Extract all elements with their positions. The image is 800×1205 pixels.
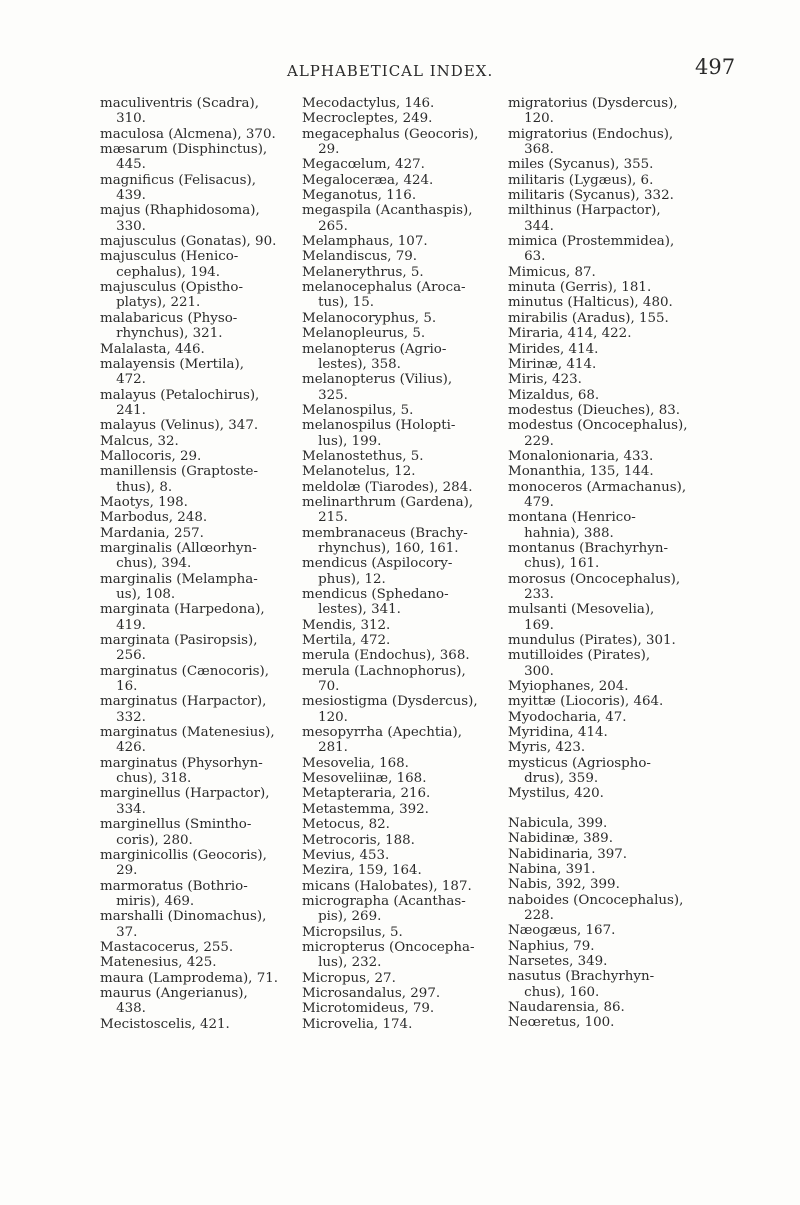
index-entry: Mecistoscelis, 421. — [100, 1016, 230, 1032]
index-entry: maculosa (Alcmena), 370. — [100, 126, 276, 142]
index-entry: Neœretus, 100. — [508, 1015, 615, 1031]
index-entry: melanospilus (Holopti- lus), 199. — [302, 418, 456, 449]
index-entry: Mizaldus, 68. — [508, 387, 600, 403]
index-entry: Metapteraria, 216. — [302, 786, 431, 802]
index-entry: Melanerythrus, 5. — [302, 264, 424, 280]
index-entry: Mimicus, 87. — [508, 264, 596, 280]
index-entry: Mardania, 257. — [100, 525, 204, 541]
index-entry: magnificus (Felisacus), 439. — [100, 172, 256, 204]
index-entry: Melanospilus, 5. — [302, 402, 414, 418]
index-entry: marginatus (Cænocoris), 16. — [100, 663, 270, 695]
index-entry: marginata (Pasiropsis), 256. — [100, 633, 258, 664]
index-entry: malayensis (Mertila), 472. — [100, 356, 245, 388]
index-entry: Metocus, 82. — [302, 817, 390, 833]
index-entry: Nabidinæ, 389. — [508, 831, 613, 847]
index-entry: miles (Sycanus), 355. — [508, 157, 654, 173]
index-entry: Nabidinaria, 397. — [508, 846, 628, 862]
index-entry: Melamphaus, 107. — [302, 234, 428, 250]
index-entry: modestus (Oncocephalus), 229. — [508, 418, 688, 449]
index-entry: marginata (Harpedona), 419. — [100, 602, 265, 633]
index-entry: Mecrocleptes, 249. — [302, 111, 433, 127]
index-entry: militaris (Lygæus), 6. — [508, 172, 654, 188]
index-entry: Microvelia, 174. — [302, 1016, 413, 1032]
index-entry: Melanocoryphus, 5. — [302, 310, 437, 326]
index-entry: myittæ (Liocoris), 464. — [508, 694, 664, 710]
page-number: 497 — [695, 55, 736, 79]
index-column-3 — [508, 96, 713, 1031]
index-entry: maculiventris (Scadra), 310. — [100, 96, 259, 127]
index-entry: membranaceus (Brachy- rhynchus), 160, 161. — [302, 525, 468, 556]
index-entry: Mertila, 472. — [302, 633, 391, 649]
index-entry: merula (Endochus), 368. — [302, 648, 470, 664]
index-entry: Maotys, 198. — [100, 494, 188, 510]
index-entry: Mesoveliinæ, 168. — [302, 771, 427, 787]
index-entry: mutilloides (Pirates), 300. — [508, 648, 651, 679]
index-entry: mysticus (Agriospho- drus), 359. — [508, 755, 651, 787]
index-entry: Myiophanes, 204. — [508, 679, 629, 695]
index-entry: Mevius, 453. — [302, 847, 390, 863]
letter-section-gap — [508, 802, 713, 816]
index-entry: malayus (Petalochirus), 241. — [100, 387, 260, 418]
index-entry: Miris, 423. — [508, 372, 582, 388]
index-entry: Metrocoris, 188. — [302, 832, 415, 848]
index-entry: Micropsilus, 5. — [302, 924, 403, 940]
index-entry: mirabilis (Aradus), 155. — [508, 310, 669, 326]
index-entry: micans (Halobates), 187. — [302, 878, 472, 894]
index-entry: migratorius (Dysdercus), 120. — [508, 96, 678, 127]
index-entry: mimica (Prostemmidea), 63. — [508, 234, 675, 265]
index-entry: marginellus (Smintho- coris), 280. — [100, 817, 252, 848]
index-entry: Naudarensia, 86. — [508, 999, 625, 1015]
index-entry: Monanthia, 135, 144. — [508, 464, 654, 480]
index-entry: Micropus, 27. — [302, 970, 396, 986]
index-entry: marginalis (Allœorhyn- chus), 394. — [100, 540, 257, 572]
index-entry: majusculus (Henico- cephalus), 194. — [100, 249, 239, 280]
index-entry: megacephalus (Geocoris), 29. — [302, 126, 479, 158]
index-entry: melanopterus (Agrio- lestes), 358. — [302, 341, 447, 372]
index-entry: marginicollis (Geocoris), 29. — [100, 847, 267, 879]
index-entry: Nabina, 391. — [508, 861, 596, 877]
index-entry: majusculus (Gonatas), 90. — [100, 234, 277, 250]
index-entry: morosus (Oncocephalus), 233. — [508, 571, 681, 602]
index-entry: mendicus (Aspilocory- phus), 12. — [302, 556, 453, 587]
index-entry: Mesovelia, 168. — [302, 755, 409, 771]
index-entry: Nabicula, 399. — [508, 815, 608, 831]
index-entry: Malalasta, 446. — [100, 341, 205, 357]
index-entry: marginellus (Harpactor), 334. — [100, 786, 270, 817]
index-entry: manillensis (Graptoste- thus), 8. — [100, 464, 259, 495]
index-entry: Megaloceræa, 424. — [302, 172, 434, 188]
running-title: ALPHABETICAL INDEX. — [287, 62, 494, 80]
index-entry: marginalis (Melampha- us), 108. — [100, 571, 258, 602]
index-entry: marginatus (Harpactor), 332. — [100, 694, 267, 725]
index-entry: majusculus (Opistho- platys), 221. — [100, 280, 244, 311]
index-entry: micrographa (Acanthas- pis), 269. — [302, 893, 466, 925]
index-entry: Myris, 423. — [508, 740, 586, 756]
index-entry: Mirides, 414. — [508, 341, 599, 357]
index-entry: mundulus (Pirates), 301. — [508, 633, 676, 649]
index-entry: militaris (Sycanus), 332. — [508, 188, 674, 204]
index-entry: mesiostigma (Dysdercus), 120. — [302, 694, 478, 725]
index-entry: melanocephalus (Aroca- tus), 15. — [302, 280, 466, 311]
index-entry: nasutus (Brachyrhyn- chus), 160. — [508, 969, 655, 1000]
index-entry: meldolæ (Tiarodes), 284. — [302, 479, 473, 495]
index-entry: mulsanti (Mesovelia), 169. — [508, 602, 655, 633]
index-entry: merula (Lachnophorus), 70. — [302, 663, 466, 695]
index-entry: montana (Henrico- hahnia), 388. — [508, 510, 636, 541]
index-entry: Mendis, 312. — [302, 617, 391, 633]
index-entry: marshalli (Dinomachus), 37. — [100, 909, 267, 940]
index-column-1 — [100, 96, 295, 1032]
index-entry: milthinus (Harpactor), 344. — [508, 203, 661, 234]
index-entry: Myridina, 414. — [508, 725, 608, 741]
index-entry: Meganotus, 116. — [302, 188, 417, 204]
index-entry: Miraria, 414, 422. — [508, 326, 632, 342]
index-entry: Mallocoris, 29. — [100, 448, 202, 464]
index-entry: migratorius (Endochus), 368. — [508, 126, 674, 158]
index-entry: marginatus (Matenesius), 426. — [100, 725, 275, 756]
index-entry: melinarthrum (Gardena), 215. — [302, 494, 474, 526]
index-entry: majus (Rhaphidosoma), 330. — [100, 203, 260, 234]
index-entry: Marbodus, 248. — [100, 510, 208, 526]
index-entry: malabaricus (Physo- rhynchus), 321. — [100, 310, 238, 342]
index-entry: marginatus (Physorhyn- chus), 318. — [100, 755, 263, 787]
index-entry: Melandiscus, 79. — [302, 249, 418, 265]
index-entry: Metastemma, 392. — [302, 801, 429, 817]
index-entry: minutus (Halticus), 480. — [508, 295, 673, 311]
index-entry: monoceros (Armachanus), 479. — [508, 479, 687, 510]
index-entry: Naphius, 79. — [508, 938, 595, 954]
index-entry: Microsandalus, 297. — [302, 985, 441, 1001]
index-entry: montanus (Brachyrhyn- chus), 161. — [508, 540, 669, 572]
index-entry: mæsarum (Disphinctus), 445. — [100, 142, 268, 173]
index-entry: Mezira, 159, 164. — [302, 863, 422, 879]
index-entry: Melanotelus, 12. — [302, 464, 416, 480]
index-entry: Melanopleurus, 5. — [302, 326, 426, 342]
index-entry: Monalonionaria, 433. — [508, 448, 654, 464]
index-entry: melanopterus (Vilius), 325. — [302, 372, 453, 403]
index-entry: Narsetes, 349. — [508, 953, 608, 969]
index-entry: Mirinæ, 414. — [508, 356, 597, 372]
index-entry: Melanostethus, 5. — [302, 448, 424, 464]
index-entry: megaspila (Acanthaspis), 265. — [302, 203, 473, 234]
index-entry: modestus (Dieuches), 83. — [508, 402, 681, 418]
index-entry: mendicus (Sphedano- lestes), 341. — [302, 587, 449, 618]
index-entry: mesopyrrha (Apechtia), 281. — [302, 725, 463, 756]
index-entry: minuta (Gerris), 181. — [508, 280, 652, 296]
index-entry: Mystilus, 420. — [508, 786, 604, 802]
index-entry: Microtomideus, 79. — [302, 1001, 435, 1017]
index-entry: Megacœlum, 427. — [302, 157, 425, 173]
index-entry: malayus (Velinus), 347. — [100, 418, 259, 434]
index-entry: Matenesius, 425. — [100, 955, 217, 971]
index-entry: Myodocharia, 47. — [508, 709, 627, 725]
index-entry: marmoratus (Bothrio- miris), 469. — [100, 878, 248, 909]
index-entry: maurus (Angerianus), 438. — [100, 985, 248, 1017]
index-entry: naboides (Oncocephalus), 228. — [508, 892, 684, 923]
index-entry: Mastacocerus, 255. — [100, 939, 234, 955]
index-column-2 — [302, 96, 502, 1032]
index-entry: Nabis, 392, 399. — [508, 877, 620, 893]
index-entry: micropterus (Oncocepha- lus), 232. — [302, 939, 475, 971]
index-entry: maura (Lamprodema), 71. — [100, 970, 278, 986]
index-entry: Næogæus, 167. — [508, 923, 616, 939]
index-entry: Malcus, 32. — [100, 433, 179, 449]
index-entry: Mecodactylus, 146. — [302, 96, 435, 111]
